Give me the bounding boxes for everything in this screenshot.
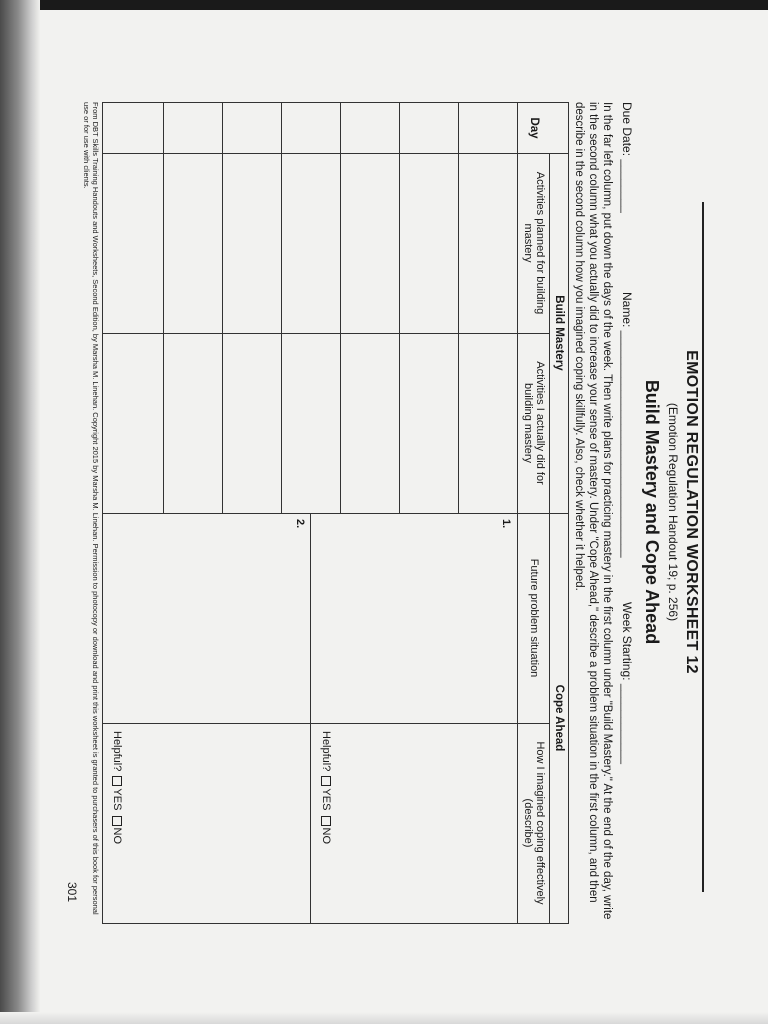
yes-label: YES bbox=[320, 788, 332, 811]
col-divider-planned bbox=[103, 333, 550, 334]
no-checkbox[interactable] bbox=[112, 816, 122, 826]
day-row-divider bbox=[458, 103, 459, 513]
form-fields bbox=[616, 102, 634, 922]
yes-checkbox[interactable] bbox=[112, 776, 122, 786]
day-row-divider bbox=[222, 103, 223, 513]
problem-number-1: 1. bbox=[500, 519, 512, 529]
no-checkbox[interactable] bbox=[321, 816, 331, 826]
no-label: NO bbox=[320, 827, 332, 844]
group-header-rule bbox=[549, 153, 550, 923]
worksheet-page bbox=[65, 62, 714, 962]
name-field[interactable]: Name: __________________________________ bbox=[620, 292, 634, 558]
worksheet-table bbox=[102, 102, 569, 924]
scan-top-edge bbox=[0, 0, 768, 10]
col-divider-mastery-cope bbox=[103, 513, 568, 514]
cope-ahead-divider bbox=[310, 513, 311, 923]
group-build-mastery: Build Mastery bbox=[553, 295, 565, 371]
helpful-label: Helpful? bbox=[320, 731, 332, 772]
group-cope-ahead: Cope Ahead bbox=[553, 684, 565, 752]
helpful-label: Helpful? bbox=[111, 731, 123, 772]
day-row-divider bbox=[399, 103, 400, 513]
col-header-actually-did: Activities I actually did for building mastery bbox=[522, 361, 546, 485]
copyright-credit: From DBT Skills Training Handouts and Worksheets, Second Edition, by Marsha M. Linehan. Copyright 2015 by Marsha M. Linehan. Permission to photocopy or download and print this worksheet is granted to purchasers of this book for personal use or for use with clients. bbox=[82, 102, 100, 915]
col-divider-day bbox=[103, 153, 568, 154]
day-row-divider bbox=[281, 103, 282, 513]
scan-bottom-edge bbox=[0, 1012, 768, 1024]
scan-book-spine bbox=[0, 0, 40, 1024]
problem-number-2: 2. bbox=[294, 519, 306, 529]
no-label: NO bbox=[111, 827, 123, 844]
yes-checkbox[interactable] bbox=[321, 776, 331, 786]
worksheet-subtitle: (Emotion Regulation Handout 19; p. 256) bbox=[666, 402, 680, 622]
col-header-planned: Activities planned for building mastery bbox=[522, 171, 546, 315]
col-divider-problem bbox=[103, 723, 550, 724]
worksheet-heading: Build Mastery and Cope Ahead bbox=[642, 379, 662, 645]
day-row-divider bbox=[340, 103, 341, 513]
due-date-field[interactable]: Due Date: ________ bbox=[620, 102, 634, 213]
helpful-check-2 bbox=[111, 731, 123, 844]
day-row-divider bbox=[163, 103, 164, 513]
col-header-future-problem: Future problem situation bbox=[528, 558, 540, 678]
header-rule bbox=[517, 103, 518, 923]
yes-label: YES bbox=[111, 788, 123, 811]
helpful-check-1 bbox=[320, 731, 332, 844]
title-rule bbox=[702, 202, 704, 892]
col-header-how-coping: How I imagined coping effectively (describe) bbox=[522, 741, 546, 905]
page-number: 301 bbox=[65, 881, 79, 902]
col-header-day: Day bbox=[528, 117, 540, 139]
worksheet-title: EMOTION REGULATION WORKSHEET 12 bbox=[683, 350, 700, 674]
instructions-text: In the far left column, put down the days of the week. Then write plans for practicing mastery in the first column under "Build Mastery." At the end of the day, write in the second column what you actually did to increase your sense of mastery. Under "Cope Ahead," describe a problem situation in the first column, and then describe in the second column how you imagined coping skillfully. Also, check whether it helped. bbox=[573, 102, 613, 920]
week-starting-field[interactable]: Week Starting: ____________ bbox=[620, 602, 634, 764]
